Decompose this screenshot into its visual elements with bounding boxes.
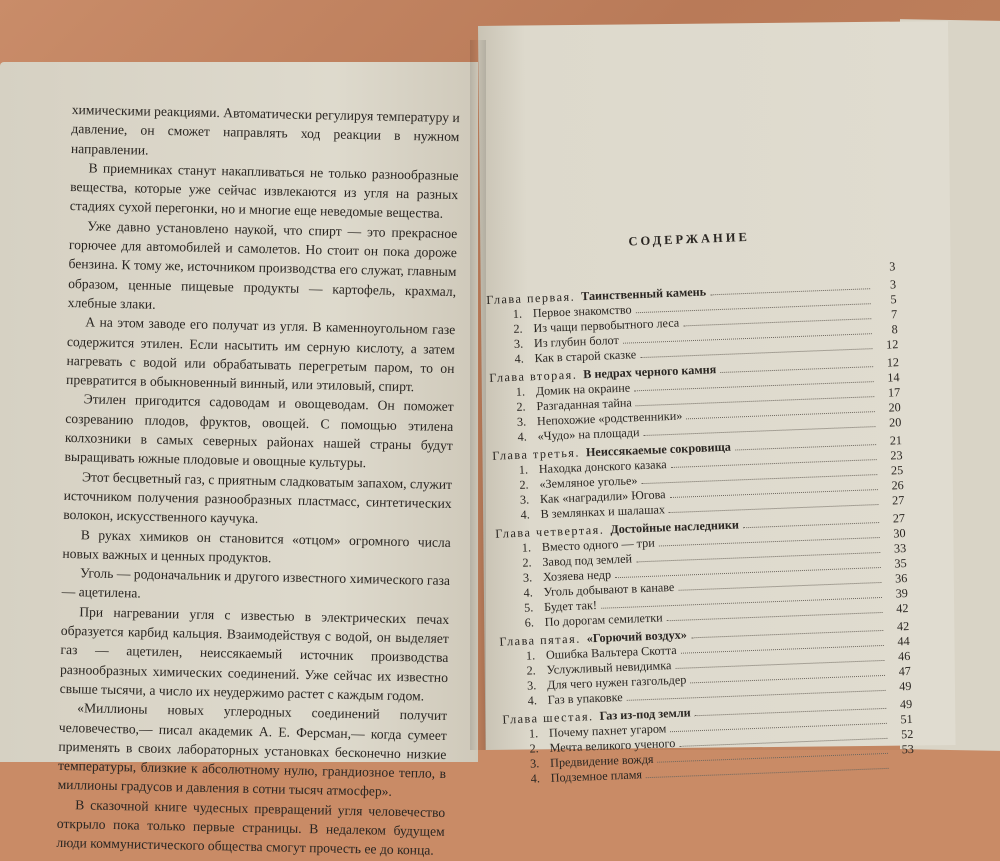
section-page-number: 8 [891,322,898,337]
paragraph: Уголь — родоначальник и другого известного химического газа — ацетилена. [61,565,451,601]
paragraph: При нагревании угля с известью в электрических печах образуется карбид кальция. Взаимодействуя с водой, он выделяет газ — ацетилен, неиссякаемый источник производства разнообразных химических соединений. Уже сейчас их известно свыше тысячи, а число их неудержимо растет с каждым годом. [59,603,450,704]
section-title: По дорогам семилетки [544,610,663,629]
section-title: Разгаданная тайна [536,395,633,414]
toc-chapter [492,433,905,524]
paragraph: В сказочной книге чудесных превращений угля человечество открыло пока только первые страницы. В недалеком будущем люди коммунистического общества смогут прочесть ее до конца. [56,796,446,859]
section-page-number: 30 [893,526,906,541]
chapter-name: «Горючий воздух» [586,627,688,646]
chapter-page-number: 3 [889,277,897,292]
section-number: 3. [519,492,530,507]
section-title: Домик на окраине [535,380,631,399]
section-page-number: 26 [891,478,904,493]
section-number: 6. [524,615,535,630]
section-number: 3. [522,570,533,585]
section-title: Ошибка Вальтера Скотта [545,642,677,662]
section-page-number: 52 [900,726,914,742]
section-number: 2. [529,741,539,756]
section-page-number: 5 [890,292,897,307]
leader-dots [669,504,878,513]
section-title: Хозяева недр [542,567,612,584]
section-title: Завод под землей [542,551,633,569]
section-number: 3. [516,414,527,429]
toc-chapter [489,355,902,446]
section-title: Как «наградили» Югова [539,487,666,507]
section-number: 2. [516,399,526,414]
section-title: Для чего нужен газгольдер [546,672,687,692]
chapter-page-number: 27 [892,511,906,526]
section-number: 5. [523,600,534,615]
section-number: 2. [526,663,536,678]
section-title: Газ в упаковке [547,690,623,707]
section-page-number: 23 [890,448,903,463]
paragraph: «Миллионы новых углеродных соединений получит человечество,— писал академик А. Е. Ферсман,— когда сумеет применять в своих лабораторных установках бесконечно низкие температуры, близкие к абсолютному нулю, грандиозное тепло, в миллионы градусов и давления в сотни тысяч атмосфер». [57,700,448,800]
toc-chapter [486,277,899,368]
section-page-number: 44 [897,633,910,649]
section-title: Уголь добывают в канаве [543,579,675,599]
section-page-number: 53 [901,741,915,757]
chapter-label: Глава шестая. [502,709,594,727]
chapter-page-number: 12 [886,355,900,370]
paragraph: В приемниках станут накапливаться не только разнообразные вещества, которые уже сейчас извлекаются из угля на разных стадиях сухой перегонки, но и многие еще неведомые вещества. [69,160,459,222]
section-page-number: 17 [887,385,901,400]
section-number: 1. [518,462,529,477]
section-page-number [893,768,915,769]
toc-chapter [495,511,909,632]
section-number: 1. [512,306,523,321]
section-page-number: 39 [895,585,909,601]
section-page-number: 51 [900,711,913,727]
section-title: Из чащи первобытного леса [533,315,680,336]
section-title: Находка донского казака [538,457,667,477]
section-title: «Чудо» на площади [537,425,640,444]
section-number: 3. [526,678,537,693]
chapter-name: Таинственный камень [580,284,707,304]
section-title: Почему пахнет угаром [548,721,667,740]
section-number: 4. [530,771,541,786]
section-number: 2. [522,555,532,570]
section-number: 3. [529,756,540,771]
paragraph: химическими реакциями. Автоматически регулируя температуру и давление, он сможет направлять ход реакции в нужном направлении. [70,101,460,158]
section-title: В землянках и шалашах [540,502,666,522]
leader-dots [667,612,883,621]
section-title: Услужливый невидимка [546,658,672,677]
paragraph: Уже давно установлено наукой, что спирт — это прекрасное горючее для автомобилей и самолетов. Но стоит он пока дороже бензина. К тому же, источником производства его служат, главным образом, ценные пищевые продукты — картофель, крахмал, хлебные злаки. [67,218,458,312]
section-number: 2. [513,321,523,336]
chapter-name: В недрах черного камня [583,362,717,382]
section-title: Как в старой сказке [534,347,637,366]
section-page-number: 12 [885,337,899,352]
chapter-page-number: 42 [896,618,910,634]
section-number: 2. [519,477,529,492]
section-number: 4. [517,429,527,444]
paragraph: Этилен пригодится садоводам и овощеводам. Он поможет созреванию плодов, фруктов, овощей. С помощью этилена колхозники в самых северных районах нашей страны будут выращивать южные плодовые и овощные культуры. [64,391,454,471]
section-page-number: 20 [888,400,901,415]
book-gutter [470,40,486,750]
chapter-page-number: 21 [889,433,903,448]
section-title: «Земляное уголье» [539,473,638,492]
chapter-label: Глава пятая. [499,631,581,649]
section-number: 4. [520,507,530,522]
section-title: Непохожие «родственники» [536,408,683,429]
chapter-label: Глава первая. [486,289,576,307]
paragraph: А на этом заводе его получат из угля. В каменноугольном газе содержится этилен. Если насытить им серную кислоту, а затем нагревать с водой или обрабатывать перегретым паром, то он превратится в обыкновенный винный, или этиловый, спирт. [65,314,456,395]
section-page-number: 25 [890,463,904,478]
section-page-number: 36 [894,571,908,586]
chapter-name: Неиссякаемые сокровища [585,439,732,460]
section-number: 3. [513,336,524,351]
section-page-number: 7 [890,307,898,322]
toc-chapter [502,697,915,788]
section-number: 1. [525,648,536,663]
chapter-label: Глава вторая. [489,367,578,385]
section-number: 4. [514,351,524,366]
section-page-number: 42 [895,600,909,616]
section-title: Предвидение вождя [549,751,654,770]
section-title: Мечта великого ученого [549,736,676,755]
leader-dots [646,768,888,778]
section-number: 1. [528,726,539,741]
section-number: 1. [521,540,532,555]
section-title: Будет так! [543,597,598,614]
section-page-number: 20 [888,415,902,430]
section-page-number: 14 [887,370,900,385]
section-title: Вместо одного — три [541,535,656,555]
paragraph: В руках химиков он становится «отцом» огромного числа новых важных и ценных продуктов. [62,526,451,566]
toc-chapter [499,619,912,710]
chapter-page-number: 49 [899,696,913,712]
chapter-name: Достойные наследники [610,517,740,537]
section-title: Первое знакомство [532,302,632,321]
paragraph: Этот бесцветный газ, с приятным сладковатым запахом, служит источником получения разнообразных пластмасс, синтетических волокон, искусственного каучука. [63,468,453,527]
toc-chapters [486,277,915,787]
table-of-contents [484,224,915,787]
section-number: 4. [523,585,533,600]
chapter-label: Глава третья. [492,445,581,463]
chapter-label: Глава четвертая. [495,522,605,541]
section-page-number: 33 [893,541,907,556]
section-page-number: 27 [891,493,905,508]
toc-first-page: 3 [888,259,896,274]
section-number: 4. [527,693,538,708]
section-page-number: 49 [898,678,912,694]
section-title: Из глубин болот [533,332,620,351]
toc-title: СОДЕРЖАНИЕ [628,229,751,249]
section-page-number: 46 [897,648,911,664]
section-number: 1. [515,384,526,399]
left-page-text [56,100,460,861]
chapter-name: Газ из-под земли [599,705,691,723]
section-page-number: 47 [898,663,912,679]
section-page-number: 35 [894,556,907,571]
section-title: Подземное пламя [550,767,643,785]
